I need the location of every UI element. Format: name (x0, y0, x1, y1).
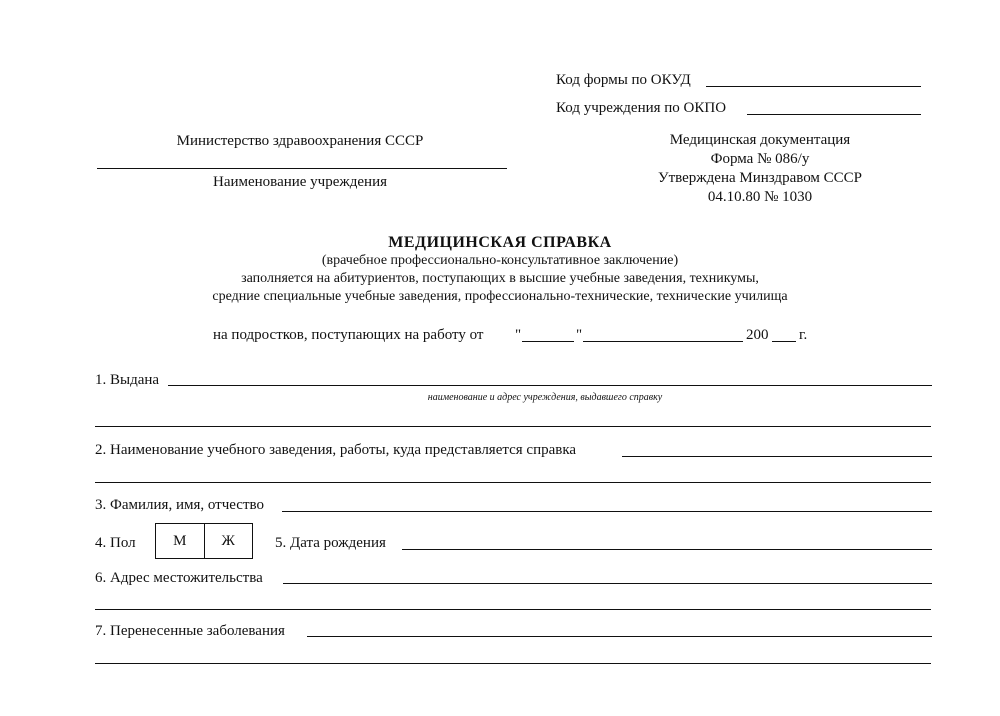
okpo-label: Код учреждения по ОКПО (556, 100, 727, 116)
birth-date-label: 5. Дата рождения (275, 535, 386, 551)
okud-label: Код формы по ОКУД (556, 72, 691, 88)
issued-field[interactable] (168, 385, 932, 386)
issued-field-line-2[interactable] (95, 426, 931, 427)
day-field[interactable] (522, 341, 574, 342)
purpose-line-1: заполняется на абитуриентов, поступающих в высшие учебные заведения, техникумы, (241, 271, 759, 286)
open-quote: " (515, 327, 522, 343)
destination-field[interactable] (622, 456, 932, 457)
year-field[interactable] (772, 341, 796, 342)
document-title: МЕДИЦИНСКАЯ СПРАВКА (388, 234, 612, 251)
issued-note: наименование и адрес учреждения, выдавшего справку (427, 392, 663, 403)
form-number: Форма № 086/у (710, 151, 810, 167)
issued-label: 1. Выдана (95, 372, 160, 388)
close-quote: " (576, 327, 583, 343)
document-subtitle: (врачебное профессионально-консультативное заключение) (321, 253, 679, 268)
full-name-label: 3. Фамилия, имя, отчество (95, 497, 264, 513)
full-name-field[interactable] (282, 511, 932, 512)
okud-field[interactable] (706, 86, 921, 87)
doc-type: Медицинская документация (669, 132, 851, 148)
sex-option-male[interactable]: М (173, 532, 187, 549)
institution-name-field[interactable] (97, 168, 507, 169)
destination-label: 2. Наименование учебного заведения, работы, куда представляется справка (95, 442, 577, 458)
address-field-line-2[interactable] (95, 609, 931, 610)
ministry-name: Министерство здравоохранения СССР (176, 133, 424, 149)
approved-by: Утверждена Минздравом СССР (657, 170, 863, 186)
destination-field-line-2[interactable] (95, 482, 931, 483)
address-label: 6. Адрес местожительства (95, 570, 263, 586)
okpo-field[interactable] (747, 114, 921, 115)
address-field[interactable] (283, 583, 932, 584)
year-suffix: г. (799, 327, 808, 343)
diseases-label: 7. Перенесенные заболевания (95, 623, 285, 639)
approval-date: 04.10.80 № 1030 (707, 189, 813, 205)
diseases-field[interactable] (307, 636, 932, 637)
diseases-field-line-2[interactable] (95, 663, 931, 664)
sex-selector (155, 523, 253, 559)
birth-date-field[interactable] (402, 549, 932, 550)
month-field[interactable] (583, 341, 743, 342)
sex-option-female[interactable]: Ж (204, 524, 253, 558)
sex-label: 4. Пол (95, 535, 136, 551)
institution-caption: Наименование учреждения (212, 174, 387, 190)
year-prefix: 200 (746, 327, 769, 343)
work-date-prefix: на подростков, поступающих на работу от (213, 327, 484, 343)
purpose-line-2: средние специальные учебные заведения, профессионально-технические, технические училища (212, 289, 788, 304)
